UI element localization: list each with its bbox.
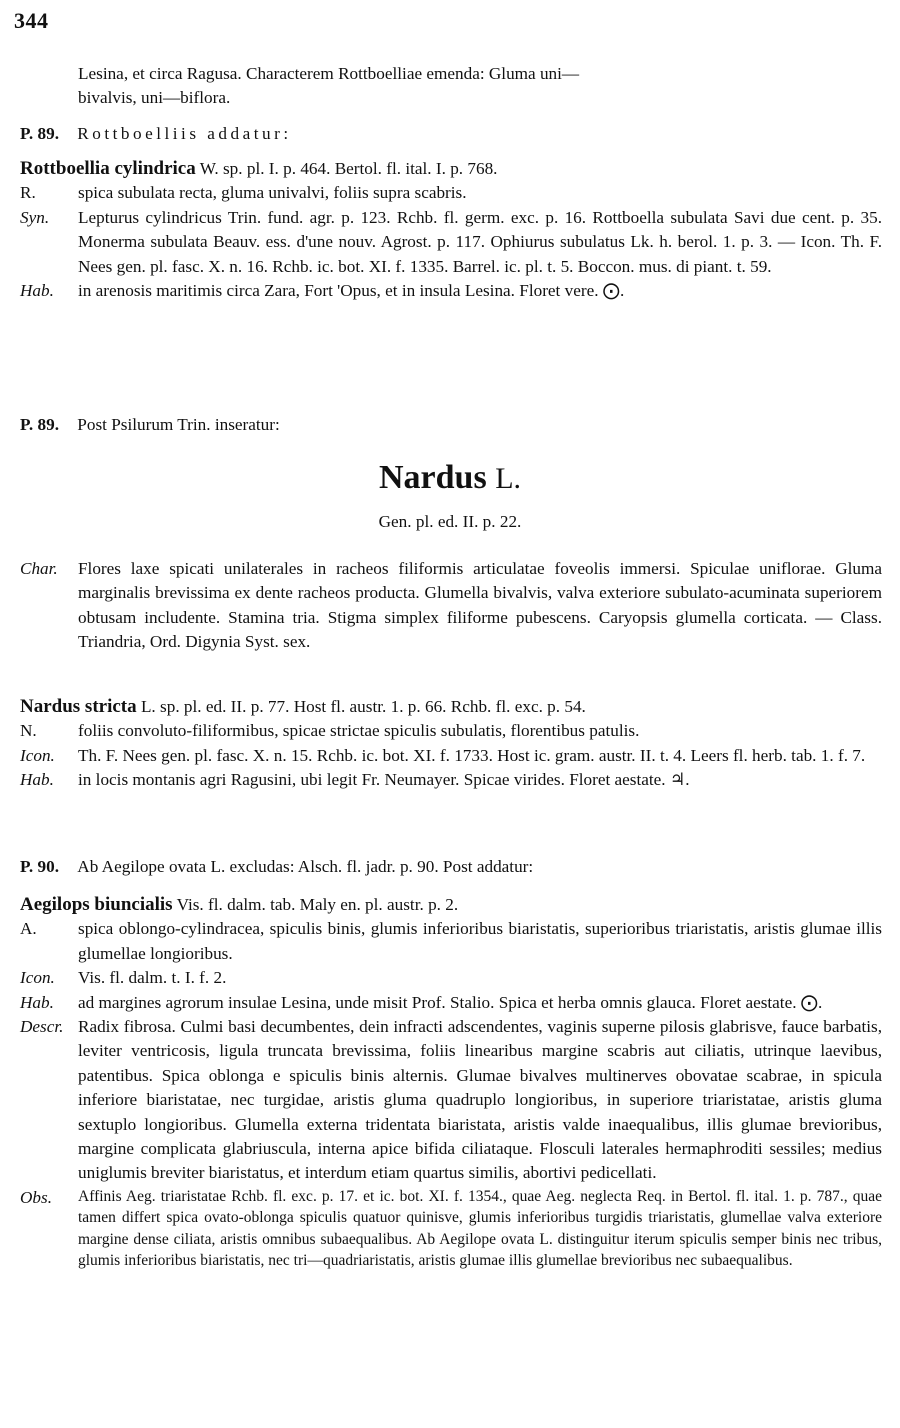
- intro-line-1: Lesina, et circa Ragusa. Characterem Rottboelliae emenda: Gluma uni—: [78, 64, 580, 83]
- icones: Th. F. Nees gen. pl. fasc. X. n. 15. Rchb. ic. bot. XI. f. 1733. Host ic. gram. austr. II. t. 4. Leers fl. herb. tab. 1. f. 7.: [78, 745, 866, 765]
- icon-label: Icon.: [20, 745, 55, 765]
- syn-label: Syn.: [20, 207, 50, 227]
- synonyms: Lepturus cylindricus Trin. fund. agr. p. 123. Rchb. fl. germ. exc. p. 16. Rottboella subulata Savi due cent. p. 35. Monerma subulata Beauv. ess. d'une nouv. Agrost. p. 117. Ophiurus subulatus Lk. h. berol. 1. p. 3. — Icon. Th. F. Nees gen. pl. fasc. X. n. 16. Rchb. ic. bot. XI. f. 1335. Barrel. ic. pl. t. 5. Boccon. mus. di piant. t. 59.: [78, 207, 882, 276]
- habitat: ad margines agrorum insulae Lesina, unde misit Prof. Stalio. Spica et herba omnis glauca. Floret aestate. ⨀.: [78, 992, 823, 1012]
- diagnosis: spica oblongo-cylindracea, spiculis binis, glumis inferioribus biaristatis, superioribus triaristatis, aristis glumae illis glumellae longioribus.: [78, 919, 882, 963]
- nardus-char: [20, 557, 882, 655]
- species-name: Nardus stricta: [20, 696, 137, 717]
- habitat: in arenosis maritimis circa Zara, Fort 'Opus, et in insula Lesina. Floret vere. ⨀.: [78, 281, 625, 301]
- character: Flores laxe spicati unilaterales in racheos filiformis articulatae foveolis immersi. Spiculae uniflorae. Gluma marginalis brevissima ex dente racheos producta. Glumella bivalvis, valva exteriore subulato-acuminata superiorem obtusam includente. Stamina tria. Stigma simplex filiforme pubescens. Caryopsis glumella corticata. — Class. Triandria, Ord. Digynia Syst. sex.: [78, 559, 882, 652]
- nardus-entry: [20, 695, 882, 793]
- intro-line-2: bivalvis, uni—biflora.: [78, 88, 231, 108]
- descr-label: Descr.: [20, 1017, 64, 1037]
- rottboellia-entry: [20, 157, 882, 303]
- genus-reference: Gen. pl. ed. II. p. 22.: [378, 512, 522, 531]
- page-number: 344: [14, 8, 49, 33]
- habitat: in locis montanis agri Ragusini, ubi legit Fr. Neumayer. Spicae virides. Floret aestate. ♃.: [78, 770, 690, 790]
- icones: Vis. fl. dalm. t. I. f. 2.: [78, 968, 227, 988]
- ref-text: Post Psilurum Trin. inseratur:: [77, 415, 280, 434]
- species-name: Rottboellia cylindrica: [20, 158, 196, 179]
- ref-text: Ab Aegilope ovata L. excludas: Alsch. fl. jadr. p. 90. Post addatur:: [77, 857, 534, 876]
- diagnosis: foliis convoluto-filiformibus, spicae strictae spiculis subulatis, florentibus patulis.: [78, 721, 640, 741]
- icon-label: Icon.: [20, 968, 55, 988]
- p90-heading: [20, 855, 882, 879]
- genus-author: L.: [495, 462, 522, 495]
- obs-label: Obs.: [20, 1187, 52, 1207]
- diag-label: A.: [20, 919, 37, 939]
- page-ref: P. 89.: [20, 124, 59, 143]
- aegilops-entry: [20, 893, 882, 1272]
- species-citation: Vis. fl. dalm. tab. Maly en. pl. austr. p. 2.: [176, 895, 459, 914]
- p89a-heading: [20, 122, 882, 146]
- genus-name: Nardus: [378, 459, 487, 496]
- diag-label: N.: [20, 721, 37, 741]
- species-name: Aegilops biuncialis: [20, 894, 173, 915]
- hab-label: Hab.: [20, 992, 54, 1012]
- p89b-heading: [20, 413, 882, 437]
- description: Radix fibrosa. Culmi basi decumbentes, dein infracti adscendentes, vaginis superne pilosis glabrisve, fauce barbatis, leviter ventricosis, ligula truncata brevissima, foliis linearibus margine scabris aut ciliatis, utrinque laevibus, patentibus. Spica oblonga e spiculis binis alternis. Glumae bivalves multinerves obovatae scabrae, in spicula inferiore biaristatae, nec turgidae, aristis gluma quadruplo longioribus, in superiore triaristatae, aristis gluma sextuplo longioribus. Glumella externa tridentata biaristata, aristis valde inaequalibus, illis glumae brevioribus, margine complicata glabriuscula, interna apice bifida ciliataque. Flosculi laterales hermaphroditi sessiles; medius uniglumis breviter biaristatus, et interdum etiam quartus similis, abortivi pedicellati.: [78, 1017, 882, 1183]
- ref-text: Rottboelliis addatur:: [77, 124, 292, 143]
- page-ref: P. 90.: [20, 857, 59, 876]
- diagnosis: spica subulata recta, gluma univalvi, foliis supra scabris.: [78, 183, 467, 203]
- hab-label: Hab.: [20, 770, 54, 790]
- page-ref: P. 89.: [20, 415, 59, 434]
- observation: Affinis Aeg. triaristatae Rchb. fl. exc. p. 17. et ic. bot. XI. f. 1354., quae Aeg. neglecta Req. in Bertol. fl. ital. 1. p. 787., quae tamen differt spica ovato-oblonga spiculis quatuor quinisve, glumis inferioribus turgidis triaristatis, glumellae valva exteriore margine dense ciliata, aristis omnibus subaequalibus. Ab Aegilope ovata L. distinguitur iterum spiculis semper binis nec tribus, glumis inferioribus biaristatis, nec tri—quadriaristatis, aristis glumae illis glumellae brevioribus nec subaequalibus.: [78, 1187, 882, 1270]
- char-label: Char.: [20, 559, 58, 578]
- diag-label: R.: [20, 183, 36, 203]
- species-citation: L. sp. pl. ed. II. p. 77. Host fl. austr. 1. p. 66. Rchb. fl. exc. p. 54.: [140, 697, 586, 716]
- genus-title: [0, 459, 900, 497]
- hab-label: Hab.: [20, 281, 54, 301]
- species-citation: W. sp. pl. I. p. 464. Bertol. fl. ital. I. p. 768.: [199, 159, 498, 178]
- intro-paragraph: [20, 62, 900, 111]
